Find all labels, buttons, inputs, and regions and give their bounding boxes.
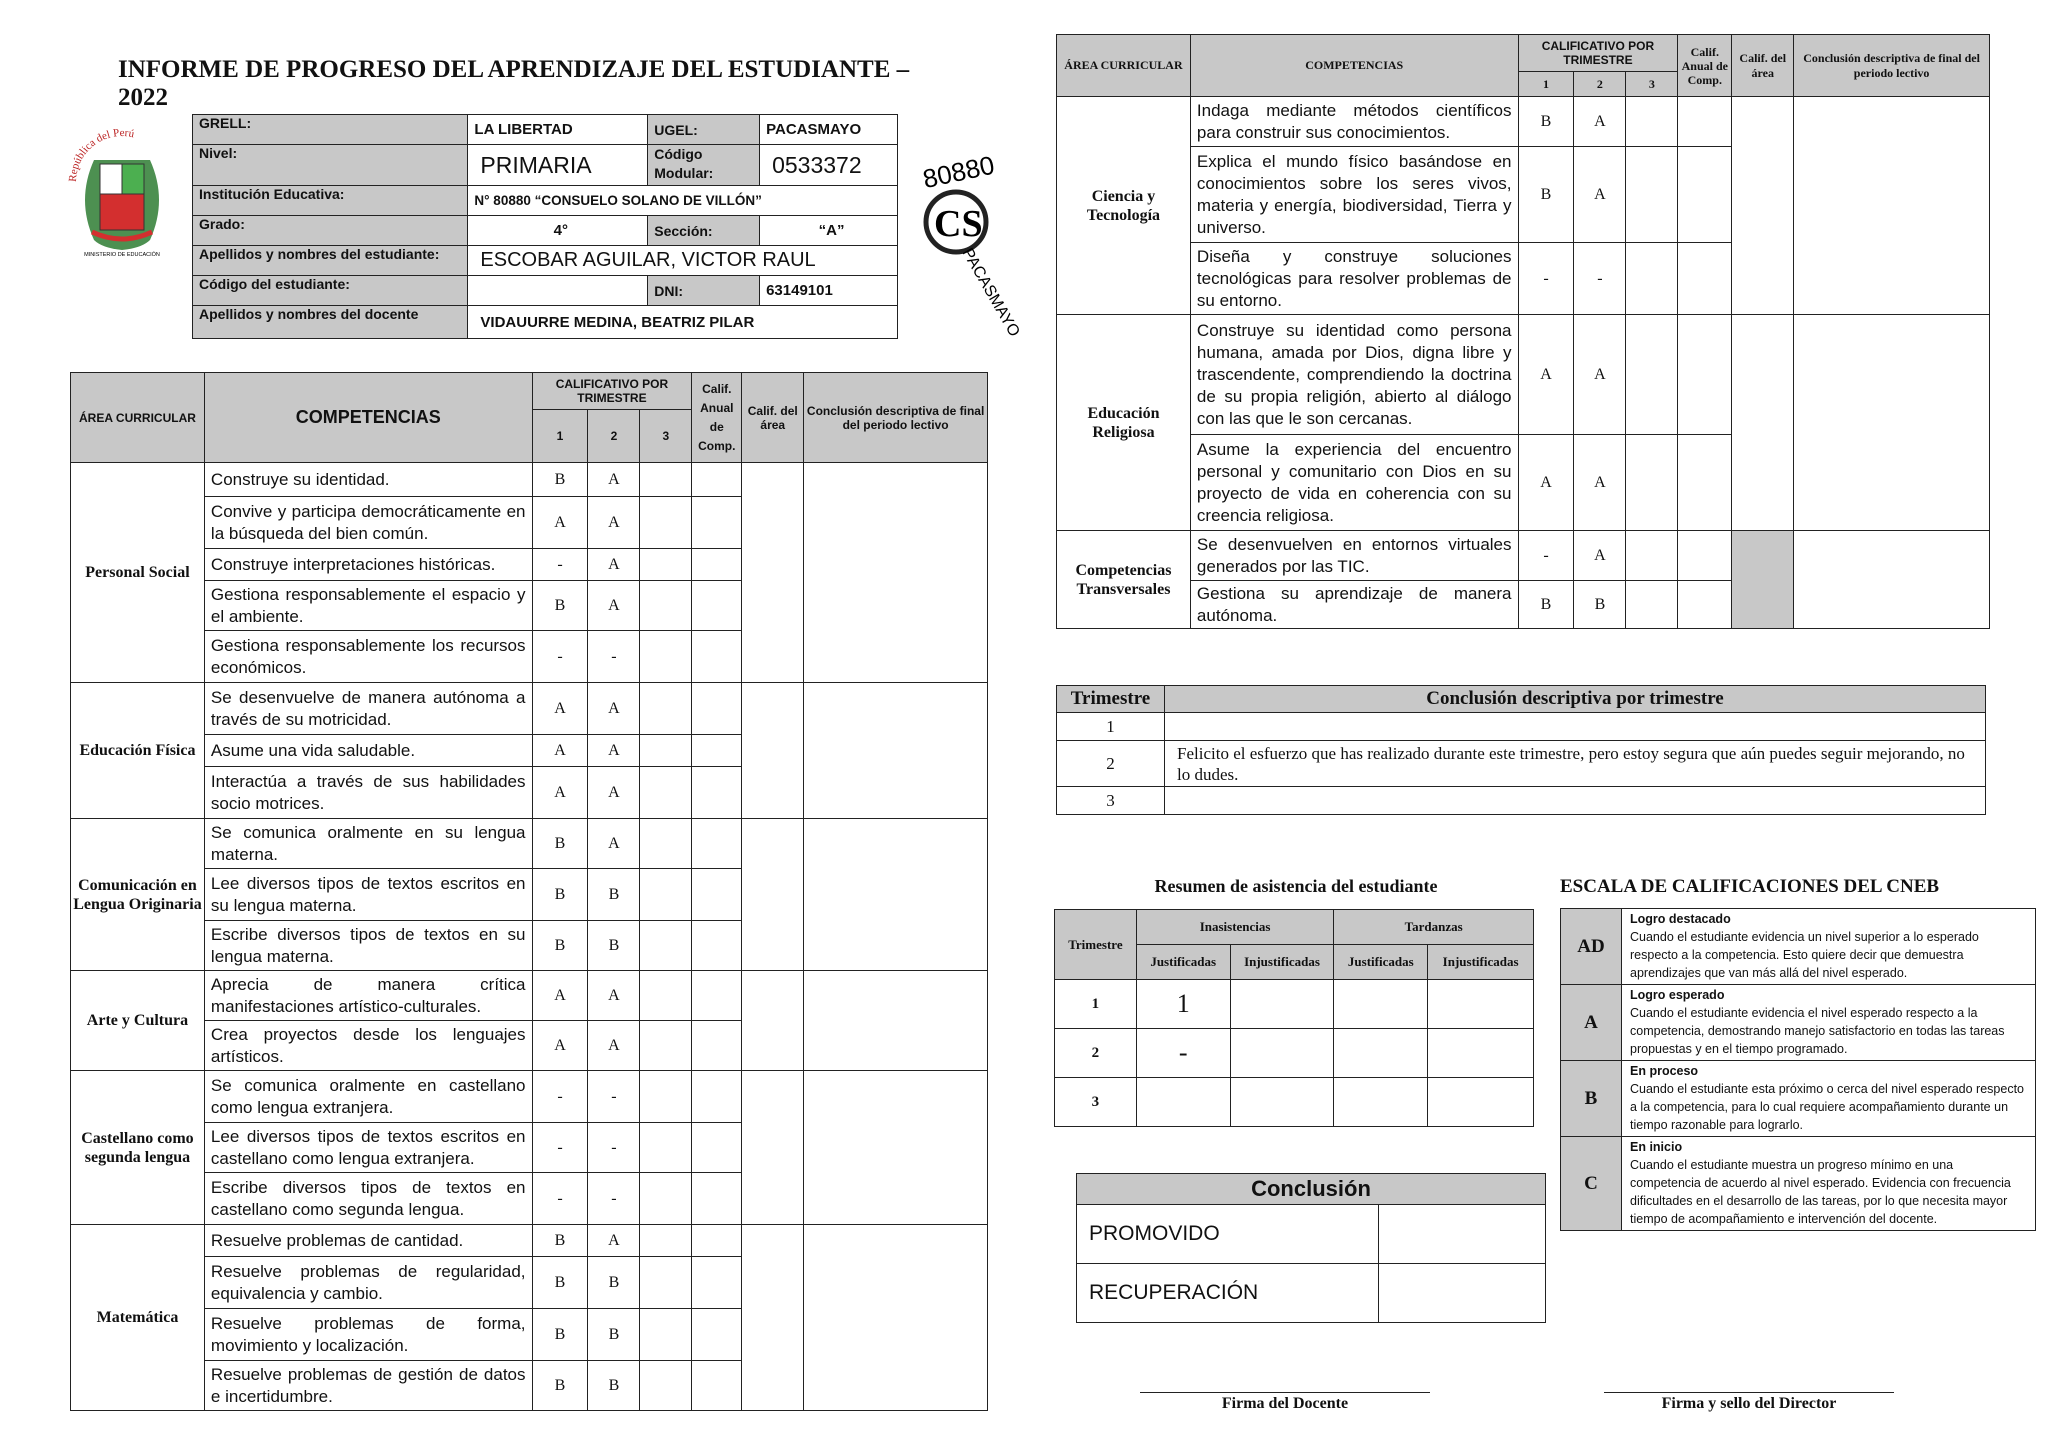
competencia-text: Se desenvuelve de manera autónoma a través de su motricidad. <box>204 683 532 735</box>
competencia-text: Gestiona responsablemente los recursos económicos. <box>204 631 532 683</box>
competencia-text: Construye su identidad como persona humana, amada por Dios, digna libre y trascendente, comprendiendo la doctrina de su propia religión, abierto al diálogo con las que le son cercanas. <box>1190 315 1518 435</box>
grade-t3 <box>640 1225 692 1257</box>
att-inasist-injustificadas <box>1230 1078 1334 1127</box>
grade-t2: - <box>588 1071 640 1123</box>
svg-text:80880: 80880 <box>920 149 998 195</box>
logo-caption: República del Perú <box>66 126 136 183</box>
grade-t1: - <box>532 1123 588 1173</box>
att-trimestre: 1 <box>1055 980 1137 1029</box>
competencia-text: Escribe diversos tipos de textos en su lengua materna. <box>204 921 532 971</box>
calif-anual <box>692 1021 742 1071</box>
table-row <box>71 971 988 1021</box>
calif-anual <box>692 1225 742 1257</box>
grade-t2: A <box>1574 97 1626 147</box>
scale-text: Cuando el estudiante muestra un progreso mínimo en una competencia de acuerdo al nivel esperado. Evidencia con frecuencia dificultades en el desarrollo de las tareas, por lo que necesita mayor tiempo de acompañamiento e intervención del docente. <box>1630 1158 2011 1226</box>
att-inasist-justificadas: - <box>1136 1029 1230 1078</box>
codigo-estudiante-value <box>468 276 648 306</box>
grade-t2: B <box>588 1361 640 1411</box>
grade-t2: A <box>588 767 640 819</box>
docente-label: Apellidos y nombres del docente <box>193 306 468 339</box>
header-t2: 2 <box>1574 72 1626 97</box>
area-name: Ciencia y Tecnología <box>1057 97 1191 315</box>
att-tard-justificadas <box>1334 1078 1428 1127</box>
calif-anual <box>1678 435 1732 531</box>
calif-anual <box>692 971 742 1021</box>
header-area: ÁREA CURRICULAR <box>71 373 205 463</box>
calif-anual <box>692 631 742 683</box>
calif-area <box>742 819 804 971</box>
trimestre-conclusion-text <box>1165 713 1986 741</box>
scale-text: Cuando el estudiante evidencia un nivel superior a lo esperado respecto a la competencia. Esto quiere decir que demuestra aprendizajes que van más allá del nivel esperado. <box>1630 930 1979 980</box>
table-row <box>71 463 988 497</box>
trimestre-number: 1 <box>1057 713 1165 741</box>
att-tard-justificadas <box>1334 1029 1428 1078</box>
table-row <box>1057 531 1990 581</box>
grade-t2: - <box>1574 243 1626 315</box>
grade-t2: A <box>1574 147 1626 243</box>
att-inasistencias-header: Inasistencias <box>1136 910 1334 945</box>
grade-t1: - <box>532 631 588 683</box>
estudiante-label: Apellidos y nombres del estudiante: <box>193 246 468 276</box>
calif-anual <box>1678 531 1732 581</box>
header-area: ÁREA CURRICULAR <box>1057 35 1191 97</box>
attendance-table <box>1054 909 1534 1127</box>
signature-docente: Firma del Docente <box>1140 1392 1430 1413</box>
grade-t3 <box>640 921 692 971</box>
calif-area <box>742 1071 804 1225</box>
grade-t3 <box>640 683 692 735</box>
header-conclusion: Conclusión descriptiva de final del periodo lectivo <box>1794 35 1990 97</box>
grade-t1: - <box>1518 243 1574 315</box>
header-competencias: COMPETENCIAS <box>1190 35 1518 97</box>
calif-anual <box>692 767 742 819</box>
table-row <box>71 1225 988 1257</box>
recuperacion-value <box>1379 1264 1546 1323</box>
competencia-text: Asume la experiencia del encuentro personal y comunitario con Dios en su proyecto de vida en coherencia con su creencia religiosa. <box>1190 435 1518 531</box>
institucion-label: Institución Educativa: <box>193 186 468 216</box>
grade-t1: B <box>1518 147 1574 243</box>
calif-anual <box>692 463 742 497</box>
grades-table-left <box>70 372 988 1411</box>
calif-area <box>742 463 804 683</box>
trimestre-conclusion-text: Felicito el esfuerzo que has realizado durante este trimestre, pero estoy segura que aún puedes seguir mejorando, no lo dudes. <box>1165 741 1986 787</box>
calif-anual <box>692 1257 742 1309</box>
header-competencias: COMPETENCIAS <box>204 373 532 463</box>
grade-t2: A <box>588 549 640 581</box>
grade-t1: A <box>532 497 588 549</box>
header-t1: 1 <box>532 410 588 463</box>
calif-area <box>1732 531 1794 629</box>
grade-t3 <box>640 1071 692 1123</box>
grade-t3 <box>1626 435 1678 531</box>
grade-t1: B <box>532 581 588 631</box>
page-title: INFORME DE PROGRESO DEL APRENDIZAJE DEL ESTUDIANTE – 2022 <box>118 56 910 111</box>
calif-anual <box>692 581 742 631</box>
att-justificadas-header: Justificadas <box>1334 945 1428 980</box>
calif-anual <box>1678 147 1732 243</box>
scale-description <box>1622 1061 2036 1137</box>
scale-name: Logro destacado <box>1630 912 1731 926</box>
seccion-value: “A” <box>760 216 898 246</box>
grade-t2: A <box>1574 435 1626 531</box>
grade-t3 <box>640 819 692 869</box>
grade-t1: B <box>1518 581 1574 629</box>
grade-t2: - <box>588 1173 640 1225</box>
competencia-text: Escribe diversos tipos de textos en castellano como segunda lengua. <box>204 1173 532 1225</box>
area-name: Educación Física <box>71 683 205 819</box>
att-tard-justificadas <box>1334 980 1428 1029</box>
codigo-estudiante-label: Código del estudiante: <box>193 276 468 306</box>
area-name: Comunicación en Lengua Originaria <box>71 819 205 971</box>
recuperacion-label: RECUPERACIÓN <box>1077 1264 1379 1323</box>
grade-t3 <box>1626 243 1678 315</box>
promovido-label: PROMOVIDO <box>1077 1205 1379 1264</box>
competencia-text: Crea proyectos desde los lenguajes artísticos. <box>204 1021 532 1071</box>
conclusion-trimestre-header: Conclusión descriptiva por trimestre <box>1165 686 1986 713</box>
scale-row <box>1561 1061 2036 1137</box>
grado-value: 4° <box>468 216 648 246</box>
calif-anual <box>692 549 742 581</box>
att-tard-injustificadas <box>1428 1078 1534 1127</box>
area-name: Educación Religiosa <box>1057 315 1191 531</box>
calif-anual <box>692 497 742 549</box>
competencia-text: Lee diversos tipos de textos escritos en castellano como lengua extranjera. <box>204 1123 532 1173</box>
header-calif-area: Calif. del área <box>1732 35 1794 97</box>
header-conclusion: Conclusión descriptiva de final del periodo lectivo <box>804 373 988 463</box>
table-row <box>1055 1078 1534 1127</box>
svg-text:PACASMAYO: PACASMAYO <box>958 245 1023 340</box>
scale-title: ESCALA DE CALIFICACIONES DEL CNEB <box>1560 876 1940 897</box>
grade-t1: A <box>532 971 588 1021</box>
grade-t1: A <box>1518 435 1574 531</box>
scale-row <box>1561 985 2036 1061</box>
competencia-text: Asume una vida saludable. <box>204 735 532 767</box>
att-tard-injustificadas <box>1428 980 1534 1029</box>
competencia-text: Se desenvuelven en entornos virtuales generados por las TIC. <box>1190 531 1518 581</box>
grade-t1: A <box>1518 315 1574 435</box>
scale-description <box>1622 1137 2036 1231</box>
grade-t3 <box>1626 315 1678 435</box>
calif-anual <box>692 1309 742 1361</box>
grade-t1: A <box>532 767 588 819</box>
grell-value: LA LIBERTAD <box>468 115 648 145</box>
calif-anual <box>1678 243 1732 315</box>
grade-t1: B <box>532 463 588 497</box>
competencia-text: Interactúa a través de sus habilidades socio motrices. <box>204 767 532 819</box>
grade-t3 <box>640 631 692 683</box>
competencia-text: Explica el mundo físico basándose en conocimientos sobre los seres vivos, materia y energía, biodiversidad, Tierra y universo. <box>1190 147 1518 243</box>
header-calif-anual: Calif. Anual de Comp. <box>692 373 742 463</box>
docente-value: VIDAUURRE MEDINA, BEATRIZ PILAR <box>468 306 898 339</box>
table-row <box>1057 741 1986 787</box>
grade-t2: A <box>588 1021 640 1071</box>
competencia-text: Resuelve problemas de cantidad. <box>204 1225 532 1257</box>
trimestre-conclusion-text <box>1165 787 1986 815</box>
grade-t2: A <box>588 683 640 735</box>
table-row <box>1057 315 1990 435</box>
calif-anual <box>692 819 742 869</box>
scale-code: C <box>1561 1137 1622 1231</box>
trimestre-number: 3 <box>1057 787 1165 815</box>
scale-text: Cuando el estudiante esta próximo o cerca del nivel esperado respecto a la competencia, para lo cual requiere acompañamiento durante un tiempo razonable para lograrlo. <box>1630 1082 2024 1132</box>
grade-t1: - <box>532 549 588 581</box>
calif-anual <box>1678 581 1732 629</box>
grade-t2: A <box>588 819 640 869</box>
area-name: Personal Social <box>71 463 205 683</box>
competencia-text: Resuelve problemas de gestión de datos e incertidumbre. <box>204 1361 532 1411</box>
scale-code: B <box>1561 1061 1622 1137</box>
grade-t1: - <box>532 1173 588 1225</box>
competencia-text: Diseña y construye soluciones tecnológicas para resolver problemas de su entorno. <box>1190 243 1518 315</box>
grading-scale-table <box>1560 908 2036 1231</box>
codigo-modular-label: Código Modular: <box>648 145 760 186</box>
grade-t3 <box>640 463 692 497</box>
calif-area <box>742 971 804 1071</box>
seccion-label: Sección: <box>648 216 760 246</box>
att-injustificadas-header: Injustificadas <box>1428 945 1534 980</box>
calif-area <box>742 1225 804 1411</box>
grade-t2: B <box>1574 581 1626 629</box>
grade-t3 <box>640 1021 692 1071</box>
grade-t3 <box>640 1123 692 1173</box>
table-row <box>1057 787 1986 815</box>
scale-text: Cuando el estudiante evidencia el nivel esperado respecto a la competencia, demostrando manejo satisfactorio en todas las tareas propuestas y en el tiempo programado. <box>1630 1006 2005 1056</box>
grade-t2: A <box>588 971 640 1021</box>
nivel-value: PRIMARIA <box>468 145 648 186</box>
att-trimestre: 3 <box>1055 1078 1137 1127</box>
grade-t2: A <box>588 735 640 767</box>
calif-anual <box>1678 97 1732 147</box>
att-justificadas-header: Justificadas <box>1136 945 1230 980</box>
scale-code: AD <box>1561 909 1622 985</box>
competencia-text: Resuelve problemas de forma, movimiento y localización. <box>204 1309 532 1361</box>
calif-anual <box>692 683 742 735</box>
scale-row <box>1561 1137 2036 1231</box>
grade-t2: - <box>588 1123 640 1173</box>
grade-t2: B <box>588 869 640 921</box>
grade-t2: A <box>588 581 640 631</box>
competencia-text: Construye interpretaciones históricas. <box>204 549 532 581</box>
grade-t1: B <box>532 1309 588 1361</box>
competencia-text: Construye su identidad. <box>204 463 532 497</box>
calif-anual <box>692 1123 742 1173</box>
calif-anual <box>692 921 742 971</box>
calif-anual <box>692 869 742 921</box>
grade-t3 <box>640 581 692 631</box>
calif-anual <box>692 1071 742 1123</box>
grade-t3 <box>1626 97 1678 147</box>
competencia-text: Gestiona su aprendizaje de manera autónoma. <box>1190 581 1518 629</box>
grade-t1: - <box>1518 531 1574 581</box>
trimestre-number: 2 <box>1057 741 1165 787</box>
scale-name: En inicio <box>1630 1140 1683 1154</box>
grade-t1: B <box>532 1257 588 1309</box>
svg-text:CS: CS <box>934 203 983 245</box>
att-inasist-injustificadas <box>1230 980 1334 1029</box>
scale-code: A <box>1561 985 1622 1061</box>
scale-row <box>1561 909 2036 985</box>
grade-t3 <box>640 1257 692 1309</box>
calif-anual <box>692 735 742 767</box>
conclusion-cell <box>804 819 988 971</box>
dni-value: 63149101 <box>760 276 898 306</box>
conclusion-cell <box>804 463 988 683</box>
area-name: Matemática <box>71 1225 205 1411</box>
calif-anual <box>692 1361 742 1411</box>
conclusion-cell <box>804 1071 988 1225</box>
competencia-text: Lee diversos tipos de textos escritos en su lengua materna. <box>204 869 532 921</box>
conclusion-cell <box>1794 531 1990 629</box>
grade-t3 <box>640 869 692 921</box>
att-trimestre: 2 <box>1055 1029 1137 1078</box>
header-calif-area: Calif. del área <box>742 373 804 463</box>
calif-area <box>1732 97 1794 315</box>
scale-description <box>1622 909 2036 985</box>
institucion-value: N° 80880 “CONSUELO SOLANO DE VILLÓN” <box>468 186 898 216</box>
competencia-text: Convive y participa democráticamente en la búsqueda del bien común. <box>204 497 532 549</box>
grade-t2: A <box>588 497 640 549</box>
logo-footer: MINISTERIO DE EDUCACIÓN <box>84 252 160 258</box>
grade-t1: A <box>532 1021 588 1071</box>
grade-t2: A <box>588 1225 640 1257</box>
grade-t1: A <box>532 683 588 735</box>
header-t3: 3 <box>640 410 692 463</box>
dni-label: DNI: <box>648 276 760 306</box>
grade-t1: - <box>532 1071 588 1123</box>
grado-label: Grado: <box>193 216 468 246</box>
header-t1: 1 <box>1518 72 1574 97</box>
att-inasist-injustificadas <box>1230 1029 1334 1078</box>
competencia-text: Resuelve problemas de regularidad, equivalencia y cambio. <box>204 1257 532 1309</box>
grade-t3 <box>640 497 692 549</box>
ugel-label: UGEL: <box>648 115 760 145</box>
header-t2: 2 <box>588 410 640 463</box>
header-calif-anual: Calif. Anual de Comp. <box>1678 35 1732 97</box>
area-name: Castellano como segunda lengua <box>71 1071 205 1225</box>
final-conclusion-table <box>1076 1173 1546 1323</box>
calif-anual <box>692 1173 742 1225</box>
grade-t3 <box>1626 581 1678 629</box>
grade-t2: B <box>588 921 640 971</box>
att-tard-injustificadas <box>1428 1029 1534 1078</box>
table-row <box>1057 713 1986 741</box>
conclusion-cell <box>804 1225 988 1411</box>
att-injustificadas-header: Injustificadas <box>1230 945 1334 980</box>
scale-name: Logro esperado <box>1630 988 1725 1002</box>
nivel-label: Nivel: <box>193 145 468 186</box>
table-row <box>71 1071 988 1123</box>
table-row <box>71 683 988 735</box>
grade-t1: B <box>532 921 588 971</box>
grell-label: GRELL: <box>193 115 468 145</box>
grade-t2: B <box>588 1257 640 1309</box>
grade-t2: B <box>588 1309 640 1361</box>
estudiante-value: ESCOBAR AGUILAR, VICTOR RAUL <box>468 246 898 276</box>
grade-t3 <box>640 735 692 767</box>
grade-t3 <box>1626 147 1678 243</box>
promovido-value <box>1379 1205 1546 1264</box>
table-row <box>1055 1029 1534 1078</box>
grade-t1: B <box>532 1361 588 1411</box>
calif-area <box>742 683 804 819</box>
conclusion-title: Conclusión <box>1077 1174 1546 1205</box>
competencia-text: Se comunica oralmente en castellano como lengua extranjera. <box>204 1071 532 1123</box>
header-calificativo: CALIFICATIVO POR TRIMESTRE <box>532 373 692 410</box>
trimestre-header: Trimestre <box>1057 686 1165 713</box>
codigo-modular-value: 0533372 <box>760 145 898 186</box>
calif-anual <box>1678 315 1732 435</box>
conclusion-cell <box>1794 97 1990 315</box>
competencia-text: Se comunica oralmente en su lengua materna. <box>204 819 532 869</box>
grade-t2: A <box>588 463 640 497</box>
table-row <box>1055 980 1534 1029</box>
grades-table-right <box>1056 34 1990 629</box>
grade-t1: B <box>532 869 588 921</box>
att-inasist-justificadas <box>1136 1078 1230 1127</box>
attendance-title: Resumen de asistencia del estudiante <box>1154 876 1438 896</box>
calif-area <box>1732 315 1794 531</box>
att-tardanzas-header: Tardanzas <box>1334 910 1534 945</box>
grade-t3 <box>640 1309 692 1361</box>
grade-t3 <box>640 549 692 581</box>
signature-director: Firma y sello del Director <box>1604 1392 1894 1413</box>
school-logo <box>904 140 1023 340</box>
area-name: Competencias Transversales <box>1057 531 1191 629</box>
grade-t2: - <box>588 631 640 683</box>
header-calificativo: CALIFICATIVO POR TRIMESTRE <box>1518 35 1678 72</box>
table-row <box>71 819 988 869</box>
grade-t1: B <box>1518 97 1574 147</box>
student-info-table <box>192 114 898 339</box>
grade-t3 <box>640 1361 692 1411</box>
ugel-value: PACASMAYO <box>760 115 898 145</box>
grade-t1: B <box>532 1225 588 1257</box>
competencia-text: Gestiona responsablemente el espacio y el ambiente. <box>204 581 532 631</box>
competencia-text: Indaga mediante métodos científicos para construir sus conocimientos. <box>1190 97 1518 147</box>
grade-t3 <box>640 767 692 819</box>
att-inasist-justificadas: 1 <box>1136 980 1230 1029</box>
conclusion-cell <box>804 971 988 1071</box>
conclusion-cell <box>804 683 988 819</box>
grade-t3 <box>640 971 692 1021</box>
scale-description <box>1622 985 2036 1061</box>
trimestre-conclusion-table <box>1056 685 1986 815</box>
table-row <box>1057 97 1990 147</box>
peru-coat-of-arms-logo <box>66 120 178 260</box>
grade-t3 <box>1626 531 1678 581</box>
grade-t2: A <box>1574 531 1626 581</box>
grade-t1: B <box>532 819 588 869</box>
header-t3: 3 <box>1626 72 1678 97</box>
grade-t3 <box>640 1173 692 1225</box>
grade-t2: A <box>1574 315 1626 435</box>
grade-t1: A <box>532 735 588 767</box>
conclusion-cell <box>1794 315 1990 531</box>
competencia-text: Aprecia de manera crítica manifestaciones artístico-culturales. <box>204 971 532 1021</box>
scale-name: En proceso <box>1630 1064 1699 1078</box>
att-trimestre-header: Trimestre <box>1055 910 1137 980</box>
area-name: Arte y Cultura <box>71 971 205 1071</box>
